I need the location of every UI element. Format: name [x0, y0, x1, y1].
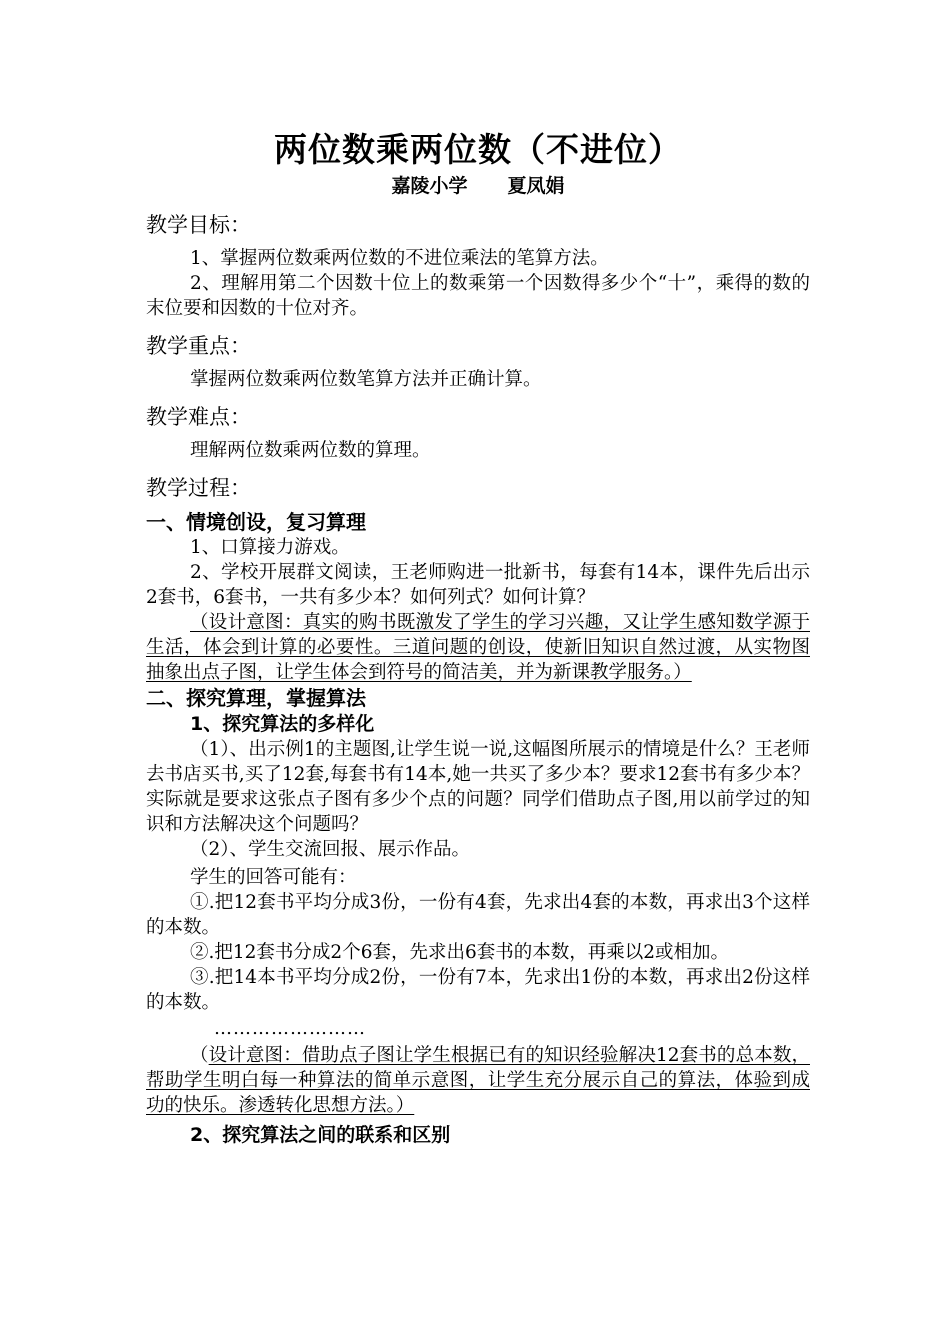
- key-point-heading: 教学重点：: [146, 334, 251, 358]
- ellipsis-dots: ……………………: [214, 1018, 366, 1039]
- difficulty-text: 理解两位数乘两位数的算理。: [190, 440, 431, 461]
- answer-1: ①.把12套书平均分成3份，一份有4套，先求出4套的本数，再求出3个这样的本数。: [146, 892, 810, 938]
- section-1-p1: 1、口算接力游戏。: [190, 537, 350, 558]
- section-1-p2: 2、学校开展群文阅读，王老师购进一批新书，每套有14本，课件先后出示2套书，6套书，一共有多少本？如何列式？如何计算？: [146, 562, 810, 608]
- goals-heading: 教学目标：: [146, 213, 251, 237]
- teacher-name: 夏凤娟: [507, 175, 565, 197]
- difficulty-heading: 教学难点：: [146, 405, 251, 429]
- goal-item-1: 1、掌握两位数乘两位数的不进位乘法的笔算方法。: [190, 248, 609, 269]
- answer-2: ②.把12套书分成2个6套，先求出6套书的本数，再乘以2或相加。: [190, 942, 730, 963]
- section-2-design-intent: （设计意图：借助点子图让学生根据已有的知识经验解决12套书的总本数，帮助学生明白每一种算法的简单示意图，让学生充分展示自己的算法，体验到成功的快乐。渗透转化思想方法。）: [146, 1045, 810, 1116]
- section-2-title: 二、探究算理，掌握算法: [146, 686, 366, 710]
- section-2-sub-1: 1、探究算法的多样化: [190, 713, 375, 735]
- document-page: [146, 128, 810, 1148]
- section-2-sub-2: 2、探究算法之间的联系和区别: [190, 1124, 451, 1146]
- page-title: 两位数乘两位数（不进位）: [274, 130, 682, 169]
- author-line: [146, 172, 810, 200]
- section-2-p1: （1）、出示例1的主题图,让学生说一说,这幅图所展示的情境是什么？王老师去书店买书,买了12套,每套书有14本,她一共买了多少本？要求12套书有多少本？实际就是要求这张点子图有多少个点的问题？同学们借助点子图,用以前学过的知识和方法解决这个问题吗？: [146, 739, 810, 835]
- goal-item-2: 2、理解用第二个因数十位上的数乘第一个因数得多少个“十”，乘得的数的末位要和因数的十位对齐。: [146, 273, 810, 319]
- school-name: 嘉陵小学: [391, 175, 468, 197]
- section-2-p3: 学生的回答可能有：: [190, 867, 357, 888]
- section-1-title: 一、情境创设，复习算理: [146, 510, 366, 534]
- key-point-text: 掌握两位数乘两位数笔算方法并正确计算。: [190, 369, 542, 390]
- section-2-p2: （2）、学生交流回报、展示作品。: [190, 839, 471, 860]
- process-heading: 教学过程：: [146, 476, 251, 500]
- answer-3: ③.把14本书平均分成2份，一份有7本，先求出1份的本数，再求出2份这样的本数。: [146, 967, 810, 1013]
- section-1-design-intent: （设计意图：真实的购书既激发了学生的学习兴趣，又让学生感知数学源于生活，体会到计算的必要性。三道问题的创设，使新旧知识自然过渡，从实物图抽象出点子图，让学生体会到符号的简洁美，并为新课教学服务。）: [146, 612, 810, 683]
